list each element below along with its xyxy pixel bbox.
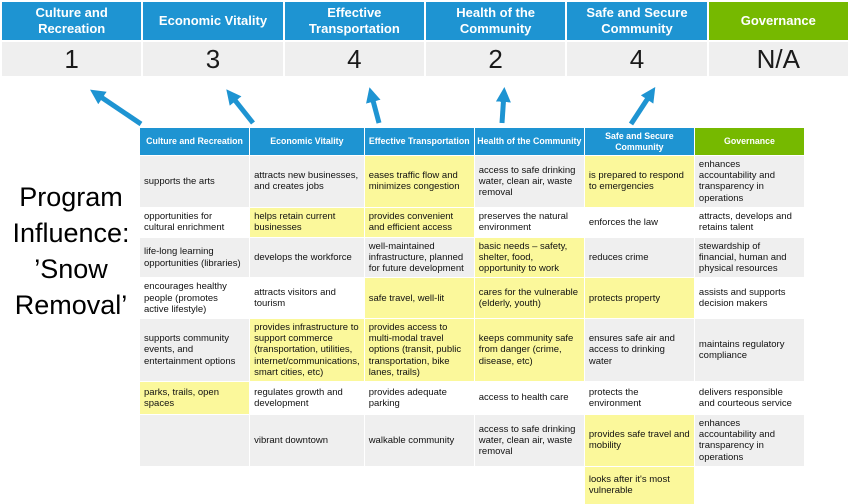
matrix-cell: attracts new businesses, and creates jobs xyxy=(250,156,364,207)
pillar-header-governance: Governance xyxy=(709,2,848,40)
matrix-cell: protects property xyxy=(585,278,694,318)
matrix-cell: regulates growth and development xyxy=(250,382,364,414)
priority-matrix-table xyxy=(140,128,804,504)
pillar-header-effective-transportation: Effective Transportation xyxy=(285,2,424,40)
pillar-score-effective-transportation: 4 xyxy=(285,42,424,76)
matrix-header-health-of-the-community: Health of the Community xyxy=(475,128,584,155)
pillar-header-economic-vitality: Economic Vitality xyxy=(143,2,282,40)
matrix-cell: looks after it's most vulnerable xyxy=(585,467,694,504)
matrix-cell: vibrant downtown xyxy=(250,415,364,466)
matrix-cell: is prepared to respond to emergencies xyxy=(585,156,694,207)
matrix-cell: cares for the vulnerable (elderly, youth) xyxy=(475,278,584,318)
pillar-score-culture-and-recreation: 1 xyxy=(2,42,141,76)
matrix-header-culture-and-recreation: Culture and Recreation xyxy=(140,128,249,155)
pillar-header-culture-and-recreation: Culture and Recreation xyxy=(2,2,141,40)
arrow-transportation xyxy=(371,93,379,123)
matrix-cell: parks, trails, open spaces xyxy=(140,382,249,414)
matrix-cell xyxy=(475,467,584,504)
matrix-cell: supports the arts xyxy=(140,156,249,207)
matrix-cell: maintains regulatory compliance xyxy=(695,319,804,381)
matrix-cell: keeps community safe from danger (crime, disease, etc) xyxy=(475,319,584,381)
matrix-cell: delivers responsible and courteous service xyxy=(695,382,804,414)
matrix-cell: access to safe drinking water, clean air, waste removal xyxy=(475,415,584,466)
matrix-cell xyxy=(365,467,474,504)
matrix-cell xyxy=(695,467,804,504)
arrow-culture xyxy=(95,93,141,124)
matrix-cell: provides convenient and efficient access xyxy=(365,208,474,237)
pillar-score-economic-vitality: 3 xyxy=(143,42,282,76)
matrix-cell: encourages healthy people (promotes active lifestyle) xyxy=(140,278,249,318)
matrix-cell: life-long learning opportunities (libraries) xyxy=(140,238,249,278)
matrix-header-safe-and-secure-community: Safe and Secure Community xyxy=(585,128,694,155)
matrix-cell: provides safe travel and mobility xyxy=(585,415,694,466)
matrix-cell: enforces the law xyxy=(585,208,694,237)
matrix-cell: preserves the natural environment xyxy=(475,208,584,237)
matrix-header-economic-vitality: Economic Vitality xyxy=(250,128,364,155)
matrix-cell: access to health care xyxy=(475,382,584,414)
matrix-cell: attracts visitors and tourism xyxy=(250,278,364,318)
matrix-cell: helps retain current businesses xyxy=(250,208,364,237)
matrix-header-effective-transportation: Effective Transportation xyxy=(365,128,474,155)
matrix-header-governance: Governance xyxy=(695,128,804,155)
matrix-cell: walkable community xyxy=(365,415,474,466)
matrix-cell: basic needs – safety, shelter, food, opportunity to work xyxy=(475,238,584,278)
matrix-cell xyxy=(140,467,249,504)
matrix-cell: safe travel, well-lit xyxy=(365,278,474,318)
matrix-cell: opportunities for cultural enrichment xyxy=(140,208,249,237)
priority-summary-band xyxy=(2,2,848,76)
pillar-header-health-of-the-community: Health of the Community xyxy=(426,2,565,40)
matrix-cell: provides adequate parking xyxy=(365,382,474,414)
matrix-cell: provides access to multi-modal travel options (transit, public transportation, bike lanes, trails) xyxy=(365,319,474,381)
arrow-economic xyxy=(230,94,253,123)
matrix-cell: develops the workforce xyxy=(250,238,364,278)
program-influence-title: Program Influence: ’Snow Removal’ xyxy=(12,182,130,320)
matrix-cell: enhances accountability and transparency in operations xyxy=(695,156,804,207)
matrix-cell: assists and supports decision makers xyxy=(695,278,804,318)
matrix-cell: well-maintained infrastructure, planned for future development xyxy=(365,238,474,278)
matrix-cell: provides infrastructure to support commerce (transportation, utilities, internet/communications, smart cities, etc) xyxy=(250,319,364,381)
matrix-cell xyxy=(140,415,249,466)
pillar-score-health-of-the-community: 2 xyxy=(426,42,565,76)
matrix-cell: eases traffic flow and minimizes congestion xyxy=(365,156,474,207)
arrow-safe xyxy=(631,92,652,124)
matrix-cell xyxy=(250,467,364,504)
arrow-health xyxy=(502,93,504,123)
matrix-cell: protects the environment xyxy=(585,382,694,414)
pillar-score-safe-and-secure-community: 4 xyxy=(567,42,706,76)
matrix-cell: enhances accountability and transparency in operations xyxy=(695,415,804,466)
matrix-cell: supports community events, and entertainment options xyxy=(140,319,249,381)
pillar-header-safe-and-secure-community: Safe and Secure Community xyxy=(567,2,706,40)
matrix-cell: stewardship of financial, human and physical resources xyxy=(695,238,804,278)
pillar-score-governance: N/A xyxy=(709,42,848,76)
matrix-cell: ensures safe air and access to drinking water xyxy=(585,319,694,381)
matrix-cell: reduces crime xyxy=(585,238,694,278)
matrix-cell: access to safe drinking water, clean air, waste removal xyxy=(475,156,584,207)
matrix-cell: attracts, develops and retains talent xyxy=(695,208,804,237)
